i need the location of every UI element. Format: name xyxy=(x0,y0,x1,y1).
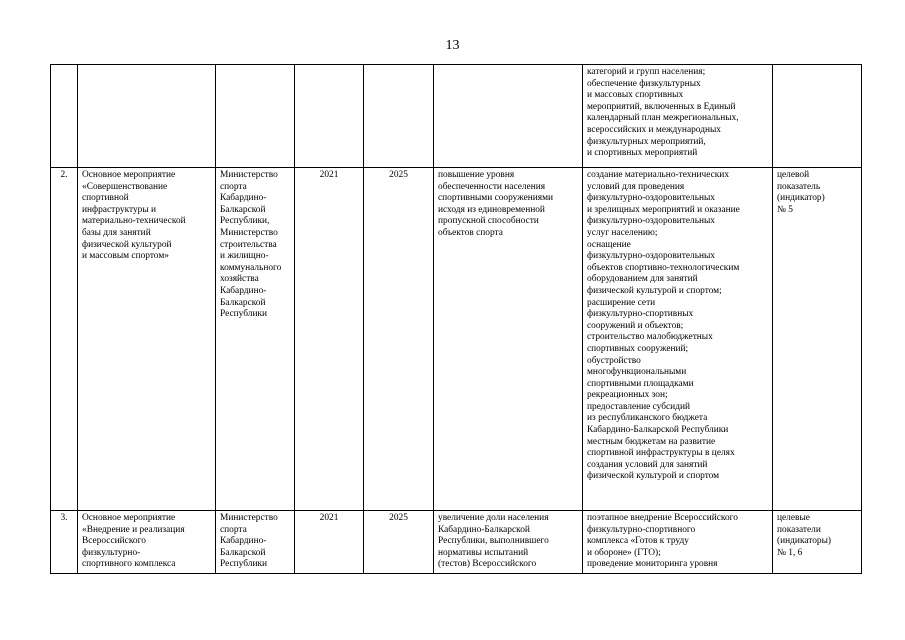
indicator: целевые показатели (индикаторы) № 1, 6 xyxy=(773,511,862,574)
expected-result xyxy=(434,65,583,168)
main-directions: создание материально-технических условий для проведения физкультурно-оздоровительных и зрелищных мероприятий и оказание физкультурно-оздоровительных услуг населению; оснащение физкультурно-оздоровительных объектов спортивно-технологическим оборудованием для занятий физической культурой и спортом; расширение сети физкультурно-спортивных сооружений и объектов; строительство малобюджетных спортивных сооружений; обустройство многофункциональными спортивными площадками рекреационных зон; предоставление субсидий из республиканского бюджета Кабардино-Балкарской Республики местным бюджетам на развитие спортивной инфраструктуры в целях создания условий для занятий физической культурой и спортом xyxy=(583,168,773,511)
main-directions: поэтапное внедрение Всероссийского физкультурно-спортивного комплекса «Готов к труду и обороне» (ГТО); проведение мониторинга уровня xyxy=(583,511,773,574)
table-row xyxy=(51,511,862,574)
row-number: 2. xyxy=(51,168,78,511)
row-number: 3. xyxy=(51,511,78,574)
indicator: целевой показатель (индикатор) № 5 xyxy=(773,168,862,511)
end-year xyxy=(364,65,434,168)
end-year: 2025 xyxy=(364,168,434,511)
page-number: 13 xyxy=(445,38,460,53)
row-number xyxy=(51,65,78,168)
measure-name: Основное мероприятие «Внедрение и реализация Всероссийского физкультурно- спортивного комплекса xyxy=(78,511,216,574)
start-year xyxy=(295,65,364,168)
measures-table xyxy=(50,64,862,574)
table-row xyxy=(51,65,862,168)
executor: Министерство спорта Кабардино- Балкарской Республики, Министерство строительства и жилищно- коммунального хозяйства Кабардино- Балкарской Республики xyxy=(216,168,295,511)
expected-result: повышение уровня обеспеченности населения спортивными сооружениями исходя из единовременной пропускной способности объектов спорта xyxy=(434,168,583,511)
end-year: 2025 xyxy=(364,511,434,574)
executor xyxy=(216,65,295,168)
expected-result: увеличение доли населения Кабардино-Балкарской Республики, выполнившего нормативы испытаний (тестов) Всероссийского xyxy=(434,511,583,574)
main-directions: категорий и групп населения; обеспечение физкультурных и массовых спортивных мероприятий, включенных в Единый календарный план межрегиональных, всероссийских и международных физкультурных мероприятий, и спортивных мероприятий xyxy=(583,65,773,168)
start-year: 2021 xyxy=(295,168,364,511)
indicator xyxy=(773,65,862,168)
executor: Министерство спорта Кабардино- Балкарской Республики xyxy=(216,511,295,574)
table-row xyxy=(51,168,862,511)
start-year: 2021 xyxy=(295,511,364,574)
measure-name: Основное мероприятие «Совершенствование спортивной инфраструктуры и материально-технической базы для занятий физической культурой и массовым спортом» xyxy=(78,168,216,511)
measure-name xyxy=(78,65,216,168)
